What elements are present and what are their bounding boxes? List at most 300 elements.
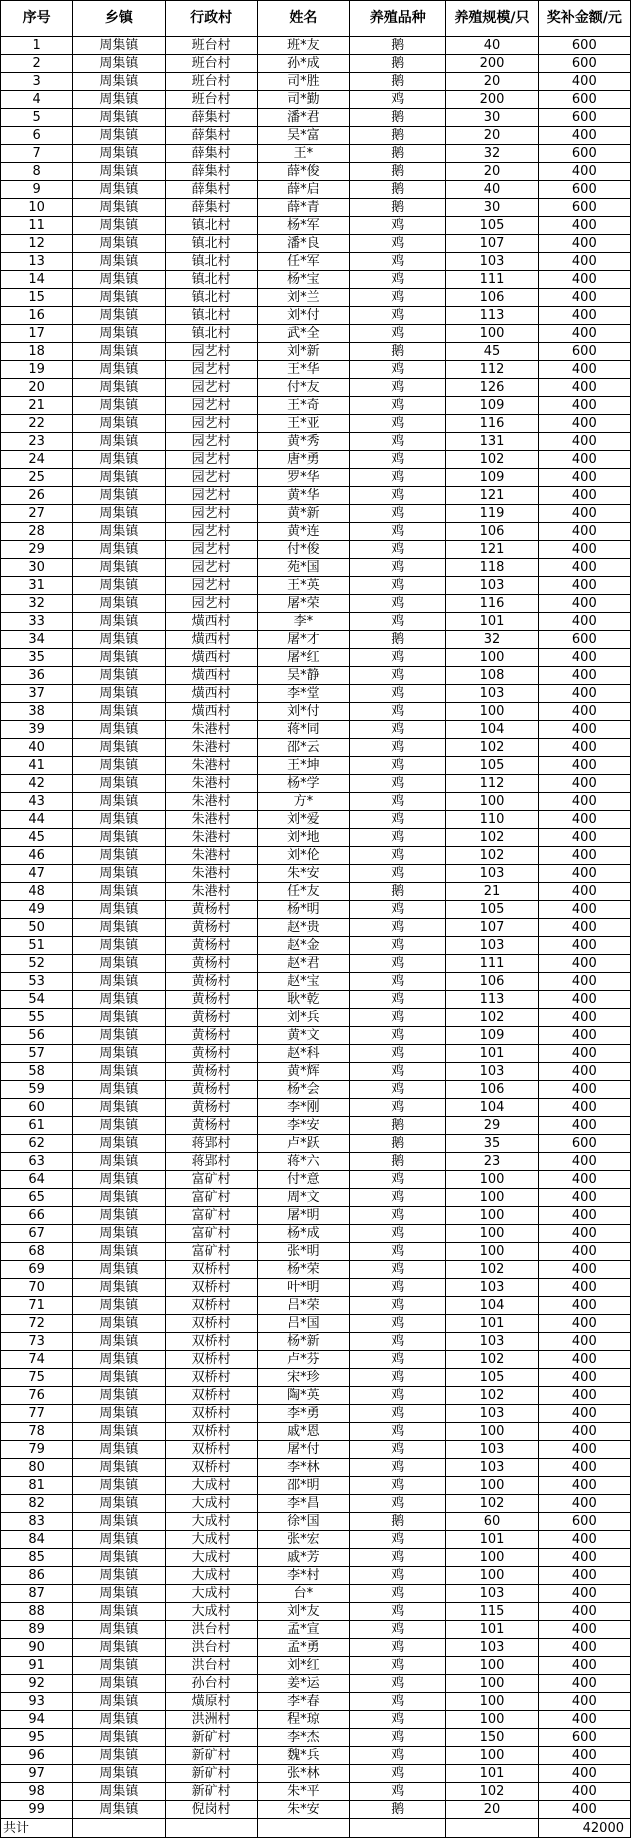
serial-cell: 32 [1, 595, 73, 613]
amount-cell: 400 [538, 415, 630, 433]
village-cell: 双桥村 [165, 1333, 257, 1351]
name-cell: 吕*国 [257, 1315, 349, 1333]
town-cell: 周集镇 [73, 1567, 165, 1585]
town-cell: 周集镇 [73, 1657, 165, 1675]
scale-cell: 126 [446, 379, 538, 397]
name-cell: 屠*荣 [257, 595, 349, 613]
serial-cell: 74 [1, 1351, 73, 1369]
total-row [1, 1819, 631, 1838]
serial-cell: 58 [1, 1063, 73, 1081]
amount-cell: 400 [538, 937, 630, 955]
village-cell: 园艺村 [165, 559, 257, 577]
breed-cell: 鸡 [350, 757, 446, 775]
serial-cell: 24 [1, 451, 73, 469]
table-row [1, 433, 631, 451]
village-cell: 园艺村 [165, 361, 257, 379]
amount-cell: 400 [538, 919, 630, 937]
amount-cell: 400 [538, 739, 630, 757]
village-cell: 朱港村 [165, 811, 257, 829]
serial-cell: 71 [1, 1297, 73, 1315]
village-cell: 园艺村 [165, 379, 257, 397]
amount-cell: 600 [538, 631, 630, 649]
scale-cell: 30 [446, 199, 538, 217]
village-cell: 园艺村 [165, 577, 257, 595]
serial-cell: 40 [1, 739, 73, 757]
amount-cell: 400 [538, 1639, 630, 1657]
breed-cell: 鸡 [350, 253, 446, 271]
table-row [1, 397, 631, 415]
table-row [1, 1441, 631, 1459]
serial-cell: 6 [1, 127, 73, 145]
serial-cell: 9 [1, 181, 73, 199]
name-cell: 任*友 [257, 883, 349, 901]
header-scale: 养殖规模/只 [446, 1, 538, 37]
name-cell: 付*意 [257, 1171, 349, 1189]
town-cell: 周集镇 [73, 595, 165, 613]
scale-cell: 118 [446, 559, 538, 577]
serial-cell: 78 [1, 1423, 73, 1441]
scale-cell: 100 [446, 1243, 538, 1261]
serial-cell: 61 [1, 1117, 73, 1135]
amount-cell: 400 [538, 361, 630, 379]
town-cell: 周集镇 [73, 847, 165, 865]
scale-cell: 102 [446, 739, 538, 757]
village-cell: 黄杨村 [165, 1027, 257, 1045]
scale-cell: 103 [446, 1063, 538, 1081]
village-cell: 园艺村 [165, 469, 257, 487]
scale-cell: 200 [446, 55, 538, 73]
amount-cell: 400 [538, 1423, 630, 1441]
name-cell: 杨*学 [257, 775, 349, 793]
village-cell: 孙台村 [165, 1675, 257, 1693]
town-cell: 周集镇 [73, 631, 165, 649]
serial-cell: 29 [1, 541, 73, 559]
breed-cell: 鸡 [350, 1387, 446, 1405]
table-row [1, 1297, 631, 1315]
table-row [1, 271, 631, 289]
table-row [1, 1279, 631, 1297]
name-cell: 李*村 [257, 1567, 349, 1585]
breed-cell: 鸡 [350, 433, 446, 451]
village-cell: 洪台村 [165, 1621, 257, 1639]
table-row [1, 451, 631, 469]
amount-cell: 400 [538, 1045, 630, 1063]
amount-cell: 400 [538, 1801, 630, 1819]
serial-cell: 49 [1, 901, 73, 919]
village-cell: 双桥村 [165, 1315, 257, 1333]
table-row [1, 703, 631, 721]
village-cell: 黄杨村 [165, 1045, 257, 1063]
town-cell: 周集镇 [73, 1459, 165, 1477]
amount-cell: 400 [538, 271, 630, 289]
town-cell: 周集镇 [73, 55, 165, 73]
serial-cell: 92 [1, 1675, 73, 1693]
breed-cell: 鸡 [350, 1729, 446, 1747]
scale-cell: 100 [446, 793, 538, 811]
amount-cell: 400 [538, 433, 630, 451]
town-cell: 周集镇 [73, 289, 165, 307]
name-cell: 潘*良 [257, 235, 349, 253]
header-amount: 奖补金额/元 [538, 1, 630, 37]
scale-cell: 112 [446, 775, 538, 793]
serial-cell: 45 [1, 829, 73, 847]
name-cell: 屠*明 [257, 1207, 349, 1225]
town-cell: 周集镇 [73, 1747, 165, 1765]
scale-cell: 40 [446, 37, 538, 55]
breed-cell: 鸡 [350, 667, 446, 685]
town-cell: 周集镇 [73, 487, 165, 505]
amount-cell: 600 [538, 55, 630, 73]
village-cell: 园艺村 [165, 595, 257, 613]
name-cell: 台* [257, 1585, 349, 1603]
amount-cell: 400 [538, 1657, 630, 1675]
table-row [1, 775, 631, 793]
breed-cell: 鹅 [350, 109, 446, 127]
table-row [1, 1747, 631, 1765]
breed-cell: 鸡 [350, 1441, 446, 1459]
serial-cell: 10 [1, 199, 73, 217]
amount-cell: 400 [538, 1225, 630, 1243]
scale-cell: 45 [446, 343, 538, 361]
village-cell: 镇北村 [165, 289, 257, 307]
breed-cell: 鸡 [350, 811, 446, 829]
serial-cell: 80 [1, 1459, 73, 1477]
serial-cell: 8 [1, 163, 73, 181]
scale-cell: 101 [446, 1531, 538, 1549]
scale-cell: 104 [446, 721, 538, 739]
town-cell: 周集镇 [73, 865, 165, 883]
town-cell: 周集镇 [73, 1279, 165, 1297]
table-body [1, 37, 631, 1819]
town-cell: 周集镇 [73, 1297, 165, 1315]
village-cell: 双桥村 [165, 1261, 257, 1279]
name-cell: 杨*军 [257, 217, 349, 235]
amount-cell: 600 [538, 1513, 630, 1531]
town-cell: 周集镇 [73, 109, 165, 127]
amount-cell: 400 [538, 379, 630, 397]
scale-cell: 106 [446, 523, 538, 541]
table-row [1, 1603, 631, 1621]
town-cell: 周集镇 [73, 1675, 165, 1693]
amount-cell: 400 [538, 307, 630, 325]
village-cell: 班台村 [165, 73, 257, 91]
town-cell: 周集镇 [73, 145, 165, 163]
table-row [1, 685, 631, 703]
table-row [1, 1207, 631, 1225]
header-town: 乡镇 [73, 1, 165, 37]
amount-cell: 400 [538, 613, 630, 631]
name-cell: 姜*运 [257, 1675, 349, 1693]
scale-cell: 100 [446, 1477, 538, 1495]
name-cell: 邵*云 [257, 739, 349, 757]
serial-cell: 44 [1, 811, 73, 829]
serial-cell: 4 [1, 91, 73, 109]
table-row [1, 757, 631, 775]
breed-cell: 鸡 [350, 1423, 446, 1441]
town-cell: 周集镇 [73, 613, 165, 631]
name-cell: 李*春 [257, 1693, 349, 1711]
amount-cell: 600 [538, 145, 630, 163]
table-row [1, 1369, 631, 1387]
town-cell: 周集镇 [73, 37, 165, 55]
name-cell: 王*坤 [257, 757, 349, 775]
town-cell: 周集镇 [73, 1783, 165, 1801]
table-row [1, 1459, 631, 1477]
serial-cell: 88 [1, 1603, 73, 1621]
town-cell: 周集镇 [73, 343, 165, 361]
name-cell: 付*俊 [257, 541, 349, 559]
name-cell: 赵*科 [257, 1045, 349, 1063]
table-row [1, 1567, 631, 1585]
breed-cell: 鸡 [350, 1369, 446, 1387]
name-cell: 李*刚 [257, 1099, 349, 1117]
village-cell: 新矿村 [165, 1783, 257, 1801]
scale-cell: 105 [446, 757, 538, 775]
name-cell: 屠*红 [257, 649, 349, 667]
town-cell: 周集镇 [73, 541, 165, 559]
town-cell: 周集镇 [73, 1351, 165, 1369]
name-cell: 刘*红 [257, 1657, 349, 1675]
town-cell: 周集镇 [73, 505, 165, 523]
name-cell: 付*友 [257, 379, 349, 397]
breed-cell: 鸡 [350, 919, 446, 937]
village-cell: 大成村 [165, 1567, 257, 1585]
breed-cell: 鹅 [350, 55, 446, 73]
amount-cell: 400 [538, 1783, 630, 1801]
town-cell: 周集镇 [73, 1801, 165, 1819]
table-row [1, 1225, 631, 1243]
breed-cell: 鸡 [350, 1027, 446, 1045]
village-cell: 镇北村 [165, 325, 257, 343]
name-cell: 黄*辉 [257, 1063, 349, 1081]
serial-cell: 39 [1, 721, 73, 739]
village-cell: 朱港村 [165, 865, 257, 883]
breed-cell: 鸡 [350, 1405, 446, 1423]
table-row [1, 73, 631, 91]
serial-cell: 65 [1, 1189, 73, 1207]
scale-cell: 111 [446, 955, 538, 973]
table-row [1, 649, 631, 667]
serial-cell: 94 [1, 1711, 73, 1729]
town-cell: 周集镇 [73, 649, 165, 667]
breed-cell: 鸡 [350, 541, 446, 559]
amount-cell: 400 [538, 127, 630, 145]
table-row [1, 847, 631, 865]
town-cell: 周集镇 [73, 883, 165, 901]
table-row [1, 1171, 631, 1189]
table-row [1, 1729, 631, 1747]
serial-cell: 60 [1, 1099, 73, 1117]
name-cell: 周*文 [257, 1189, 349, 1207]
village-cell: 双桥村 [165, 1369, 257, 1387]
town-cell: 周集镇 [73, 703, 165, 721]
table-row [1, 1423, 631, 1441]
table-row [1, 595, 631, 613]
village-cell: 园艺村 [165, 433, 257, 451]
scale-cell: 100 [446, 1711, 538, 1729]
table-row [1, 1783, 631, 1801]
table-row [1, 145, 631, 163]
breed-cell: 鸡 [350, 1657, 446, 1675]
amount-cell: 600 [538, 1135, 630, 1153]
table-row [1, 379, 631, 397]
village-cell: 薛集村 [165, 199, 257, 217]
name-cell: 黄*连 [257, 523, 349, 541]
scale-cell: 131 [446, 433, 538, 451]
table-row [1, 721, 631, 739]
village-cell: 熿西村 [165, 703, 257, 721]
breed-cell: 鸡 [350, 1351, 446, 1369]
village-cell: 园艺村 [165, 397, 257, 415]
breed-cell: 鸡 [350, 1225, 446, 1243]
town-cell: 周集镇 [73, 451, 165, 469]
village-cell: 大成村 [165, 1477, 257, 1495]
amount-cell: 400 [538, 649, 630, 667]
scale-cell: 116 [446, 595, 538, 613]
serial-cell: 11 [1, 217, 73, 235]
table-row [1, 181, 631, 199]
breed-cell: 鸡 [350, 865, 446, 883]
name-cell: 蒋*同 [257, 721, 349, 739]
village-cell: 园艺村 [165, 415, 257, 433]
serial-cell: 64 [1, 1171, 73, 1189]
village-cell: 黄杨村 [165, 1081, 257, 1099]
breed-cell: 鸡 [350, 1243, 446, 1261]
name-cell: 陶*英 [257, 1387, 349, 1405]
table-row [1, 37, 631, 55]
scale-cell: 35 [446, 1135, 538, 1153]
scale-cell: 20 [446, 127, 538, 145]
village-cell: 双桥村 [165, 1297, 257, 1315]
serial-cell: 43 [1, 793, 73, 811]
village-cell: 富矿村 [165, 1189, 257, 1207]
amount-cell: 400 [538, 865, 630, 883]
scale-cell: 102 [446, 1495, 538, 1513]
amount-cell: 400 [538, 991, 630, 1009]
village-cell: 熿西村 [165, 649, 257, 667]
scale-cell: 20 [446, 1801, 538, 1819]
table-row [1, 1315, 631, 1333]
table-row [1, 199, 631, 217]
name-cell: 李* [257, 613, 349, 631]
serial-cell: 99 [1, 1801, 73, 1819]
total-label: 共计 [1, 1819, 73, 1838]
name-cell: 杨*宝 [257, 271, 349, 289]
breed-cell: 鸡 [350, 1009, 446, 1027]
breed-cell: 鸡 [350, 235, 446, 253]
amount-cell: 400 [538, 883, 630, 901]
breed-cell: 鸡 [350, 289, 446, 307]
breed-cell: 鸡 [350, 91, 446, 109]
amount-cell: 400 [538, 1297, 630, 1315]
serial-cell: 51 [1, 937, 73, 955]
breed-cell: 鸡 [350, 1459, 446, 1477]
amount-cell: 600 [538, 181, 630, 199]
breed-cell: 鹅 [350, 1513, 446, 1531]
name-cell: 叶*明 [257, 1279, 349, 1297]
name-cell: 杨*荣 [257, 1261, 349, 1279]
breed-cell: 鹅 [350, 883, 446, 901]
scale-cell: 103 [446, 253, 538, 271]
table-row [1, 55, 631, 73]
table-row [1, 1153, 631, 1171]
scale-cell: 20 [446, 163, 538, 181]
town-cell: 周集镇 [73, 919, 165, 937]
breed-cell: 鸡 [350, 559, 446, 577]
town-cell: 周集镇 [73, 1369, 165, 1387]
village-cell: 镇北村 [165, 235, 257, 253]
name-cell: 卢*芬 [257, 1351, 349, 1369]
amount-cell: 400 [538, 1243, 630, 1261]
amount-cell: 400 [538, 1351, 630, 1369]
name-cell: 苑*国 [257, 559, 349, 577]
name-cell: 薛*启 [257, 181, 349, 199]
name-cell: 李*昌 [257, 1495, 349, 1513]
amount-cell: 400 [538, 1459, 630, 1477]
village-cell: 园艺村 [165, 523, 257, 541]
breed-cell: 鸡 [350, 703, 446, 721]
name-cell: 邵*明 [257, 1477, 349, 1495]
amount-cell: 400 [538, 1369, 630, 1387]
village-cell: 富矿村 [165, 1207, 257, 1225]
serial-cell: 82 [1, 1495, 73, 1513]
serial-cell: 62 [1, 1135, 73, 1153]
name-cell: 刘*友 [257, 1603, 349, 1621]
town-cell: 周集镇 [73, 91, 165, 109]
village-cell: 双桥村 [165, 1459, 257, 1477]
scale-cell: 101 [446, 1045, 538, 1063]
town-cell: 周集镇 [73, 73, 165, 91]
amount-cell: 400 [538, 541, 630, 559]
amount-cell: 400 [538, 1711, 630, 1729]
amount-cell: 400 [538, 1531, 630, 1549]
amount-cell: 400 [538, 847, 630, 865]
town-cell: 周集镇 [73, 1693, 165, 1711]
header-serial: 序号 [1, 1, 73, 37]
total-empty-cell [73, 1819, 165, 1838]
name-cell: 赵*君 [257, 955, 349, 973]
village-cell: 熿西村 [165, 685, 257, 703]
village-cell: 大成村 [165, 1513, 257, 1531]
town-cell: 周集镇 [73, 793, 165, 811]
breed-cell: 鸡 [350, 1765, 446, 1783]
scale-cell: 100 [446, 1171, 538, 1189]
breed-cell: 鸡 [350, 1747, 446, 1765]
scale-cell: 101 [446, 1765, 538, 1783]
amount-cell: 400 [538, 811, 630, 829]
name-cell: 程*琼 [257, 1711, 349, 1729]
scale-cell: 30 [446, 109, 538, 127]
town-cell: 周集镇 [73, 415, 165, 433]
town-cell: 周集镇 [73, 271, 165, 289]
table-row [1, 1099, 631, 1117]
serial-cell: 54 [1, 991, 73, 1009]
scale-cell: 106 [446, 289, 538, 307]
amount-cell: 400 [538, 1117, 630, 1135]
breed-cell: 鸡 [350, 217, 446, 235]
scale-cell: 100 [446, 1567, 538, 1585]
scale-cell: 102 [446, 829, 538, 847]
serial-cell: 66 [1, 1207, 73, 1225]
town-cell: 周集镇 [73, 1531, 165, 1549]
amount-cell: 400 [538, 1765, 630, 1783]
serial-cell: 20 [1, 379, 73, 397]
town-cell: 周集镇 [73, 1405, 165, 1423]
table-row [1, 793, 631, 811]
serial-cell: 69 [1, 1261, 73, 1279]
town-cell: 周集镇 [73, 1243, 165, 1261]
table-row [1, 667, 631, 685]
